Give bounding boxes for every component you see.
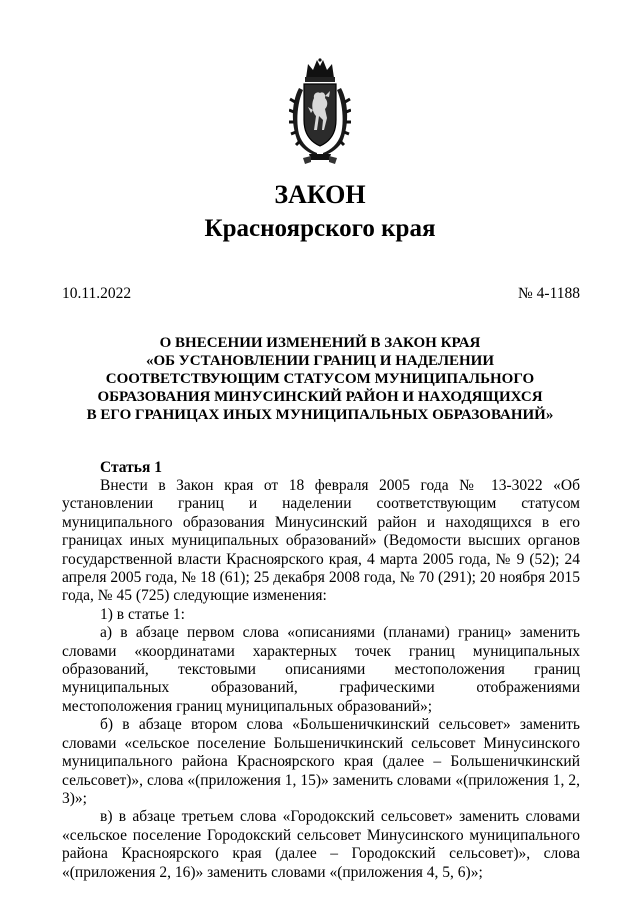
law-date: 10.11.2022 — [62, 285, 132, 302]
paragraph: 1) в статье 1: — [100, 605, 185, 623]
paragraph: б) в абзаце втором слова «Большеничкинский сельсовет» заменить словами «сельское поселение Большеничкинский сельсовет Минусинского муниципального района Красноярского края (далее – Большеничкинский сельсовет)», слова «(приложения 1, 15)» заменить словами «(приложения 1, 2, 3)»; — [62, 716, 580, 807]
heading-line: «ОБ УСТАНОВЛЕНИИ ГРАНИЦ И НАДЕЛЕНИИ — [145, 353, 495, 369]
paragraph: а) в абзаце первом слова «описаниями (планами) границ» заменить словами «координатами характерных точек границ муниципальных образований, текстовыми описаниями местоположения границ муниципальных образований, графическими отображениями местоположения границ муниципальных образований»; — [62, 624, 580, 715]
heading-line: СООТВЕТСТВУЮЩИМ СТАТУСОМ МУНИЦИПАЛЬНОГО — [105, 371, 535, 387]
article-title: Статья 1 — [100, 459, 162, 476]
heading-line: ОБРАЗОВАНИЯ МИНУСИНСКИЙ РАЙОН И НАХОДЯЩИХСЯ — [97, 389, 543, 405]
law-heading — [60, 334, 580, 424]
paragraph: в) в абзаце третьем слова «Городокский сельсовет» заменить словами «сельское поселение Городокский сельсовет Минусинского муниципального района Красноярского края (далее – Городокский сельсовет)», слова «(приложения 2, 16)» заменить словами «(приложения 4, 5, 6)»; — [62, 808, 580, 881]
heading-line: В ЕГО ГРАНИЦАХ ИНЫХ МУНИЦИПАЛЬНЫХ ОБРАЗОВАНИЙ» — [86, 407, 554, 423]
krasnoyarsk-coat-of-arms-icon — [289, 58, 351, 166]
law-subtitle: Красноярского края — [204, 215, 436, 242]
law-title: ЗАКОН — [274, 180, 366, 209]
article-body — [62, 477, 580, 882]
law-number: № 4-1188 — [518, 285, 580, 302]
paragraph: Внести в Закон края от 18 февраля 2005 года № 13-3022 «Об установлении границ и наделении соответствующим статусом муниципального образования Минусинский район и находящихся в его границах иных муниципальных образований» (Ведомости высших органов государственной власти Красноярского края, 4 марта 2005 года, № 9 (52); 24 апреля 2005 года, № 18 (61); 25 декабря 2008 года, № 70 (291); 20 ноября 2015 года, № 45 (725) следующие изменения: — [62, 477, 580, 605]
heading-line: О ВНЕСЕНИИ ИЗМЕНЕНИЙ В ЗАКОН КРАЯ — [159, 335, 481, 351]
